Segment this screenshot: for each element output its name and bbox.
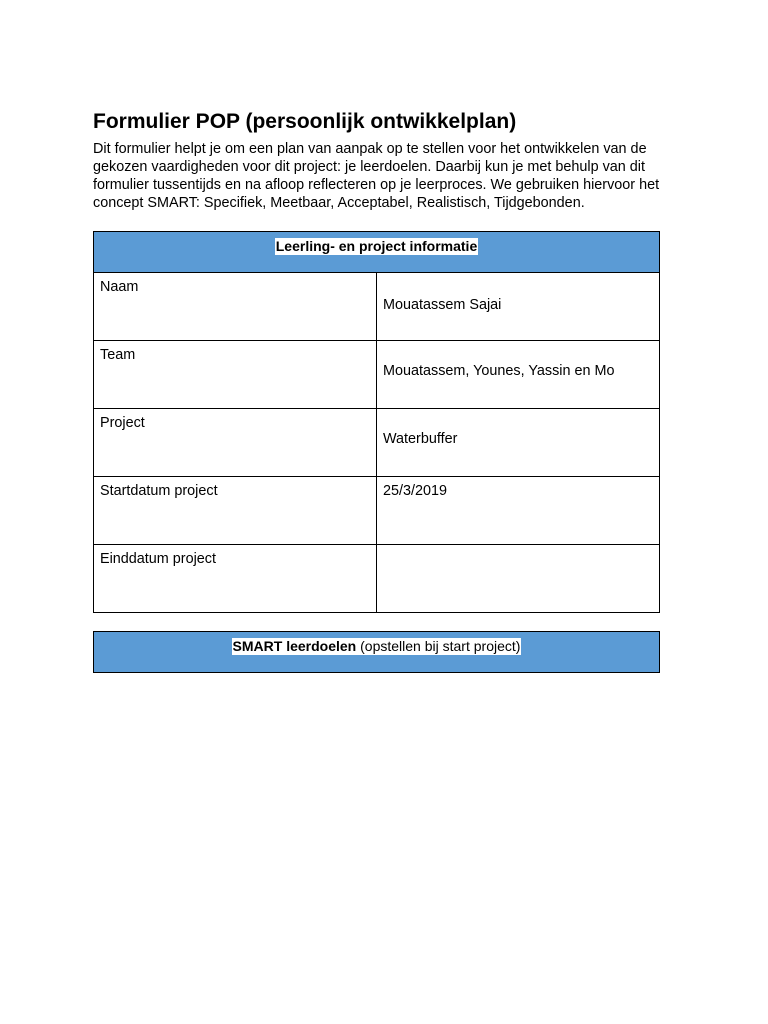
table-header-cell <box>94 232 660 273</box>
row-value-einddatum <box>377 545 660 613</box>
smart-goals-table <box>93 631 660 673</box>
table-row-project <box>94 409 660 477</box>
row-label-naam: Naam <box>94 273 377 341</box>
table-row-einddatum <box>94 545 660 613</box>
table-row-startdatum <box>94 477 660 545</box>
value-naam: Mouatassem Sajai <box>383 297 502 313</box>
row-value-project <box>377 409 660 477</box>
value-project: Waterbuffer <box>383 431 458 447</box>
intro-paragraph: Dit formulier helpt je om een plan van aanpak op te stellen voor het ontwikkelen van de gekozen vaardigheden voor dit project: je leerdoelen. Daarbij kun je met behulp van dit formulier tussentijds en na afloop reflecteren op je leerproces. We gebruiken hiervoor het concept SMART: Specifiek, Meetbaar, Acceptabel, Realistisch, Tijdgebonden. <box>93 141 660 211</box>
row-value-team <box>377 341 660 409</box>
row-label-project: Project <box>94 409 377 477</box>
smart-header-label <box>232 638 522 655</box>
value-startdatum: 25/3/2019 <box>383 483 448 499</box>
table-header-row <box>94 232 660 273</box>
table-header-text: Leerling- en project informatie <box>275 238 478 254</box>
row-value-startdatum <box>377 477 660 545</box>
table-row-naam <box>94 273 660 341</box>
table-header-label <box>275 238 478 255</box>
row-label-einddatum: Einddatum project <box>94 545 377 613</box>
table-row-team <box>94 341 660 409</box>
smart-header-cell <box>94 632 660 673</box>
value-team: Mouatassem, Younes, Yassin en Mo <box>383 363 615 379</box>
smart-header-bold: SMART leerdoelen <box>232 638 357 654</box>
page-title: Formulier POP (persoonlijk ontwikkelplan) <box>93 110 517 133</box>
row-label-startdatum: Startdatum project <box>94 477 377 545</box>
smart-header-normal: (opstellen bij start project) <box>356 638 521 654</box>
row-label-team: Team <box>94 341 377 409</box>
smart-header-row <box>94 632 660 673</box>
student-project-info-table <box>93 231 660 613</box>
row-value-naam <box>377 273 660 341</box>
